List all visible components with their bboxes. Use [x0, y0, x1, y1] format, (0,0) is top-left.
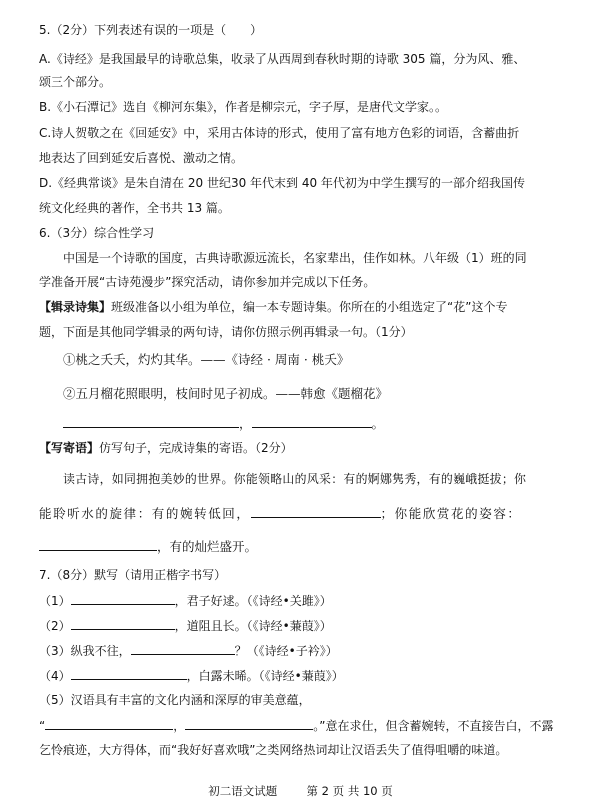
q5-option-d-line2: 统文化经典的著作，全书共 13 篇。: [39, 201, 230, 215]
q6-task1-text: 班级准备以小组为单位，编一本专题诗集。你所在的小组选定了“花”这个专: [111, 300, 508, 314]
q6-answer-blank-1[interactable]: [63, 415, 239, 428]
q7-item-3: [39, 642, 338, 659]
q6-example-3-answer: [63, 415, 384, 432]
footer-page-number: 第 2 页 共 10 页: [306, 784, 393, 798]
q7-item-1-text: ，君子好逑。（《诗经•关雎》）: [174, 594, 332, 608]
q7-item-5-close-text: 。”意在求仕，但含蓄婉转，不直接告白，不露: [313, 719, 554, 733]
q6-answer-blank-2[interactable]: [252, 415, 372, 428]
q6-message-part-c: ，有的灿烂盛开。: [157, 539, 258, 554]
q7-item-5-open-quote: “: [39, 719, 46, 733]
q6-message-line1: 读古诗，如同拥抱美妙的世界。你能领略山的风采：有的婀娜隽秀，有的巍峨挺拔；你: [63, 472, 527, 486]
q6-task2-text: 仿写句子，完成诗集的寄语。（2分）: [99, 441, 293, 455]
q7-item-5-separator: ，: [173, 719, 186, 733]
q5-option-c-line2: 地表达了回到延安后喜悦、激动之情。: [39, 151, 244, 165]
q6-task1-line2: 题，下面是其他同学辑录的两句诗，请你仿照示例再辑录一句。（1分）: [39, 325, 413, 339]
q6-task2-tag: 【写寄语】: [39, 441, 100, 455]
page-footer: [0, 783, 601, 799]
q6-example-1: ①桃之夭夭，灼灼其华。——《诗经 · 周南 · 桃夭》: [63, 352, 350, 367]
q5-option-a-line1: A.《诗经》是我国最早的诗歌总集，收录了从西周到春秋时期的诗歌 305 篇，分为风、雅、: [39, 52, 526, 66]
q6-stem: 6.（3分）综合性学习: [39, 226, 155, 240]
q6-task2-line1: [39, 440, 293, 456]
q6-task1-line1: [39, 299, 507, 315]
q7-item-2: [39, 617, 332, 634]
q7-item-4-text: ，白露未晞。（《诗经•蒹葭》）: [186, 669, 344, 683]
q7-item-1-number: （1）: [39, 594, 71, 608]
q7-item-5-blank-2[interactable]: [185, 717, 313, 730]
q7-item-4-blank[interactable]: [71, 667, 187, 680]
q7-item-1: [39, 592, 332, 609]
q7-item-5-blank-1[interactable]: [45, 717, 173, 730]
q7-item-3-text-a: （3）纵我不往，: [39, 644, 131, 658]
q6-message-part-a: 能聆听水的旋律：有的婉转低回，: [39, 506, 251, 521]
q7-item-2-blank[interactable]: [71, 617, 175, 630]
q6-task1-tag: 【辑录诗集】: [39, 300, 112, 314]
q7-item-4: [39, 667, 344, 684]
q6-message-blank-2[interactable]: [39, 538, 157, 551]
q6-intro-line2: 学准备开展“古诗苑漫步”探究活动，请你参加并完成以下任务。: [39, 275, 376, 289]
q7-item-5-line2: [39, 717, 553, 734]
q6-answer-separator: ，: [239, 416, 252, 431]
q7-item-5-intro: （5）汉语具有丰富的文化内涵和深厚的审美意蕴，: [39, 693, 311, 707]
q7-item-2-text: ，道阻且长。（《诗经•蒹葭》）: [174, 619, 332, 633]
q5-option-b: B.《小石潭记》选自《柳河东集》，作者是柳宗元，字子厚，是唐代文学家。。: [39, 100, 448, 114]
q6-message-line2: [39, 505, 522, 522]
q6-answer-end: 。: [371, 416, 385, 431]
q7-item-2-number: （2）: [39, 619, 71, 633]
q7-item-5-line3: 乞怜痕迹，大方得体，而“我好好喜欢哦”之类网络热词却让汉语丢失了值得咀嚼的味道。: [39, 743, 508, 757]
footer-subject: 初二语文试题: [208, 784, 278, 798]
q6-example-2: ②五月榴花照眼明，枝间时见子初成。——韩愈《题榴花》: [63, 386, 389, 401]
q5-option-d-line1: D.《经典常谈》是朱自清在 20 世纪30 年代末到 40 年代初为中学生撰写的一部介绍我国传: [39, 176, 525, 190]
q6-message-part-b: ；你能欣赏花的姿容：: [380, 506, 522, 521]
q5-option-a-line2: 颂三个部分。: [39, 75, 112, 89]
q6-message-blank-1[interactable]: [251, 505, 381, 518]
q5-stem: 5.（2分）下列表述有误的一项是（ ）: [39, 23, 263, 37]
q7-item-3-text-b: ？（《诗经•子衿》）: [234, 644, 338, 658]
q6-message-line3: [39, 538, 257, 555]
q7-stem: 7.（8分）默写（请用正楷字书写）: [39, 568, 227, 582]
q7-item-3-blank[interactable]: [131, 642, 235, 655]
q5-option-c-line1: C.诗人贺敬之在《回延安》中，采用古体诗的形式，使用了富有地方色彩的词语，含蓄曲折: [39, 126, 520, 140]
q7-item-1-blank[interactable]: [71, 592, 175, 605]
q7-item-4-number: （4）: [39, 669, 71, 683]
q6-intro-line1: 中国是一个诗歌的国度，古典诗歌源远流长，名家辈出，佳作如林。八年级（1）班的同: [63, 251, 527, 265]
